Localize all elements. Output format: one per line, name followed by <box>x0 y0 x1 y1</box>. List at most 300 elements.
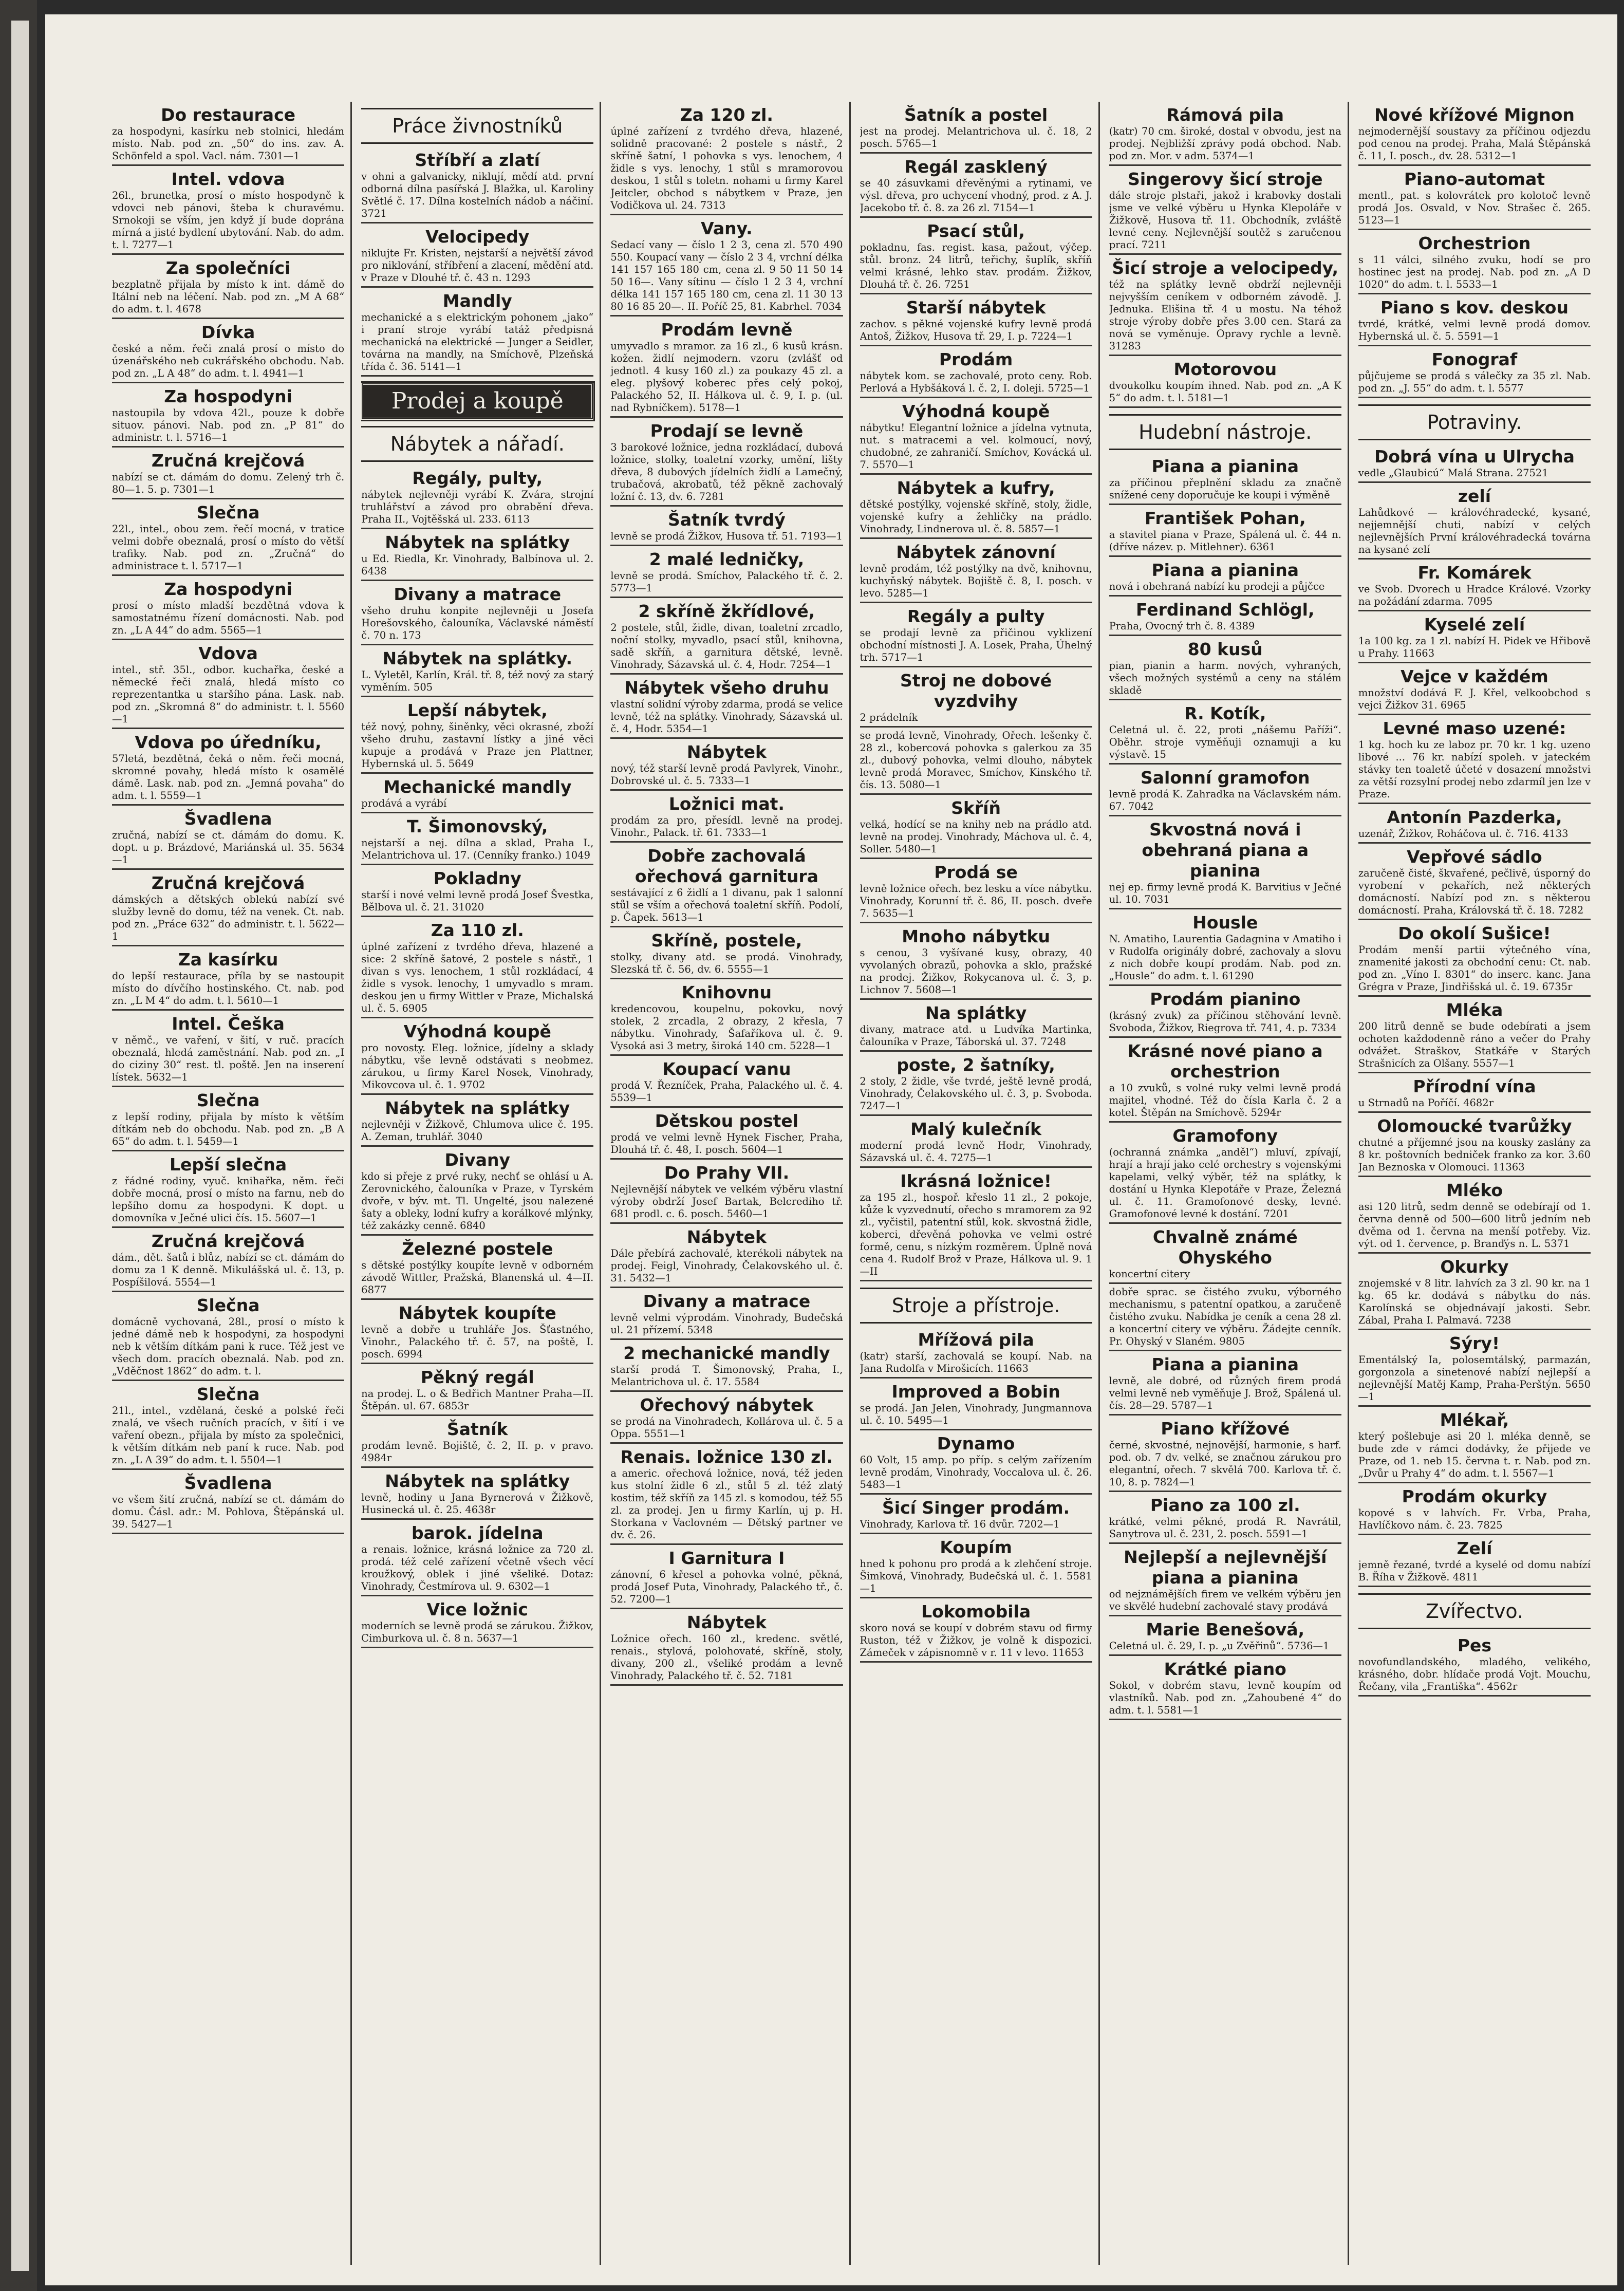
ad-heading: 2 skříně žkřídlové, <box>638 601 815 621</box>
classified-ad <box>112 949 344 1007</box>
ad-body: levně prodá K. Zahradka na Václavském nám. 67. 7042 <box>1109 788 1341 812</box>
ad-divider <box>1358 842 1591 844</box>
ad-divider <box>361 375 593 377</box>
ad-body: uzenář, Žižkov, Roháčova ul. č. 716. 4133 <box>1358 828 1569 840</box>
classified-ad <box>112 502 344 572</box>
ad-heading: Vice ložnic <box>426 1599 528 1619</box>
ad-heading: Intel. Češka <box>172 1014 285 1034</box>
ad-divider <box>610 1222 843 1224</box>
ad-body: z řádné rodiny, vyuč. knihařka, něm. řeči dobře mocná, prosí o místo na farnu, neb do lepšího domu za hospodyni. K dopt. u domovníka v Ječné ulici čís. 15. 5607—1 <box>112 1175 345 1224</box>
ad-heading: Za společníci <box>165 258 291 278</box>
ad-divider <box>361 916 593 917</box>
ad-body: ve všem šití zručná, nabízí se ct. dámám do domu. Čásl. adr.: M. Pohlova, Štěpánská ul. 39. 5427—1 <box>112 1494 345 1530</box>
ad-body: Dále přebírá zachovalé, kterékoli nábytek na prodej. Feigl, Vinohrady, Čelakovského ul. č. 31. 5432—1 <box>610 1247 843 1284</box>
ad-divider <box>1109 1036 1341 1038</box>
ad-body: intel., stř. 35l., odbor. kuchařka, české a německé řeči znalá, hledá místo co reprezentantka u staršího pána. Lask. nab. pod zn. „Skromná 8“ do administr. t. l. 5560—1 <box>112 664 345 725</box>
classified-ad <box>1109 508 1341 553</box>
ad-heading: Piano za 100 zl. <box>1150 1495 1300 1515</box>
ad-divider <box>1109 984 1341 986</box>
ad-body: a renais. ložnice, krásná ložnice za 720 zl. prodá. též celé zařízení včetně všech věcí kroužkový, oblek i jiné všeliké. Dotaz: Vinohrady, Čestmírova ul. 9. 6302—1 <box>361 1543 594 1592</box>
ad-body: stolky, divany atd. se prodá. Vinohrady, Slezská tř. č. 56, dv. 6. 5555—1 <box>610 951 843 975</box>
ad-body: v němč., ve vaření, v šití, v ruč. pracích obeznalá, hledá zaměstnání. Nab. pod zn. „I do ciziny 30“ rest. tl. poště. Jen na inserení lístek. 5632—1 <box>112 1034 345 1083</box>
ad-divider <box>112 1468 344 1470</box>
classified-ad <box>112 579 344 637</box>
ad-divider <box>860 345 1092 346</box>
classified-ad <box>860 478 1092 535</box>
ad-body: a americ. ořechová ložnice, nová, též jeden kus stolní židle 6 zl., stůl 5 zl. též zlatý kostim, též skříň za 145 zl. s komodou, též 55 zl. za prodej. Jen u firmy Karlín, uj p. H. Storkana v Vaclovném — Dětský partner ve dv. č. 26. <box>610 1467 843 1541</box>
classified-ad <box>1358 563 1591 608</box>
ad-divider <box>361 1234 593 1236</box>
ad-heading: Mléka <box>1446 1000 1503 1020</box>
classified-ad <box>1109 1354 1341 1412</box>
ad-divider <box>361 1298 593 1300</box>
classified-ad <box>610 105 843 212</box>
ad-divider <box>112 1533 344 1534</box>
ad-heading: Regály, pulty, <box>412 468 543 488</box>
classified-ad <box>860 349 1092 395</box>
ad-heading: 2 malé ledničky, <box>649 549 805 569</box>
ad-heading: Zručná krejčová <box>151 873 305 893</box>
ad-body: ve Svob. Dvorech u Hradce Králové. Vzorky na požádání zdarma. 7095 <box>1358 583 1591 607</box>
classified-ad <box>1109 456 1341 501</box>
classified-ad <box>361 532 593 578</box>
ad-divider <box>112 446 344 448</box>
ad-heading: Mandly <box>442 291 512 311</box>
classified-ad <box>1358 105 1591 162</box>
ad-divider <box>361 1145 593 1147</box>
classified-ad <box>1358 233 1591 291</box>
ad-heading: R. Kotík, <box>1184 703 1266 723</box>
ad-heading: Divany a matrace <box>643 1291 811 1311</box>
classified-ad <box>610 1227 843 1284</box>
ad-body: 3 barokové ložnice, jedna rozkládací, dubová ložnice, stolky, toaletní vzorky, umění, lišty dřeva, 8 dubových jídelních židlí a Lamečný, trubačová, akrobatů, též pěkně zachovalý ložní č. 13, dv. 6. 7281 <box>610 441 843 502</box>
ad-body: 60 Volt, 15 amp. po příp. s celým zařízením levně prodám, Vinohrady, Voccalova ul. č. 26. 5483—1 <box>860 1454 1092 1491</box>
ad-body: L. Vyletěl, Karlín, Král. tř. 8, též nový za starý vyměním. 505 <box>361 669 594 693</box>
ad-body: z lepší rodiny, přijala by místo k větším dítkám neb do obchodu. Nab. pod zn. „B A 65“ do adm. t. l. 5459—1 <box>112 1111 345 1147</box>
classified-ad <box>860 1382 1092 1427</box>
ad-body: též na splátky levně obdrží nejlevněji nejvyšším ceníkem v odborném závodě. J. Jednuka. Elišina tř. 4 u mostu. Na téhož stroje výroby dobře přes 3.00 cen. Stará za nová se vyměnuje. Opravy rychle a levně. 31283 <box>1109 278 1341 352</box>
ad-divider <box>1358 803 1591 804</box>
classified-ad <box>112 386 344 444</box>
ad-divider <box>1109 1491 1341 1492</box>
ad-divider <box>860 922 1092 923</box>
classified-ad <box>610 1343 843 1388</box>
ad-body: černé, skvostné, nejnovější, harmonie, s harf. pod. ob. 7 dv. velké, se značnou zárukou pro elegantní, ořech. 7 skvělá 700. Karlova tř. č. 10, 8. p. 7824—1 <box>1109 1439 1341 1488</box>
ad-body: též nový, pohny, šiněnky, věci okrasné, zboží všeho druhu, zastavní lístky a jiné věci kupuje a prodává v Praze jen Plattner, Hybernská ul. 5. 5649 <box>361 721 594 770</box>
ad-heading: Regály a pulty <box>907 606 1045 626</box>
classified-ad <box>860 105 1092 150</box>
classified-ad <box>1109 819 1341 906</box>
ad-heading: Pes <box>1457 1635 1492 1655</box>
classified-columns <box>112 102 1597 2265</box>
classified-ad <box>610 549 843 594</box>
classified-ad <box>860 401 1092 471</box>
classified-ad <box>1109 1286 1341 1348</box>
ad-heading: Piana a pianina <box>1151 1354 1299 1374</box>
ad-heading: Fonograf <box>1431 349 1518 369</box>
ad-divider <box>610 214 843 215</box>
ad-divider <box>860 1429 1092 1430</box>
ad-divider <box>860 473 1092 475</box>
classified-ad <box>112 169 344 251</box>
ad-body: mechanické a s elektrickým pohonem „jako“ i praní stroje vyrábí tatáž předpisná mechanická na elektrické — Junger a Seidler, továrna na mandly, na Smíchově, Plzeňská třída č. 36. 5141—1 <box>361 311 594 372</box>
classified-ad <box>112 1295 344 1377</box>
classified-ad <box>610 1447 843 1541</box>
ad-divider <box>112 1086 344 1087</box>
classified-ad <box>860 1055 1092 1112</box>
ad-heading: Piana a pianina <box>1151 456 1299 476</box>
ad-heading: Slečna <box>196 1384 260 1404</box>
ad-body: nej ep. firmy levně prodá K. Barvitius v Ječné ul. 10. 7031 <box>1109 881 1341 905</box>
ad-divider <box>1358 1534 1591 1535</box>
ad-divider <box>361 1017 593 1018</box>
ad-divider <box>112 253 344 255</box>
ad-heading: Krásné nové piano a orchestrion <box>1127 1041 1323 1082</box>
ad-heading: 80 kusů <box>1187 639 1263 659</box>
ad-heading: Nejlepší a nejlevnější piana a pianina <box>1124 1547 1327 1588</box>
classified-ad <box>610 982 843 1052</box>
ad-divider <box>1109 1719 1341 1720</box>
ad-divider <box>1358 919 1591 920</box>
ad-body: 21l., intel., vzdělaná, české a polské řeči znalá, ve všech ručních pracích, v šití i ve vaření obezn., přijala by místo za společnici, k větším dítkám neb paní k ruce. Nab. pod zn. „L A 39“ do adm. t. l. 5504—1 <box>112 1405 345 1466</box>
ad-divider <box>1358 662 1591 663</box>
ad-body: u Strnadů na Poříčí. 4682r <box>1358 1097 1494 1109</box>
classified-ad <box>610 510 843 543</box>
classified-ad <box>610 1612 843 1682</box>
ad-divider <box>1358 610 1591 611</box>
ad-divider <box>1109 1121 1341 1123</box>
ad-body: všeho druhu konpite nejlevněji u Josefa Horešovského, čalouníka, Václavské náměstí č. 70 n. 173 <box>361 605 594 641</box>
ad-body: na prodej. L. o & Bedřich Mantner Praha—II. Štěpán. ul. 67. 6853r <box>361 1388 594 1412</box>
ad-heading: Slečna <box>196 1090 260 1110</box>
ad-heading: Prodají se levně <box>650 421 804 441</box>
ad-heading: Piano s kov. deskou <box>1380 297 1569 318</box>
ad-body: nejmodernější soustavy za příčinou odjezdu pod cenou na prodej. Praha, Malá Štěpánská č. 11, I. posch., dv. 28. 5312—1 <box>1358 125 1591 162</box>
classified-ad <box>1109 1419 1341 1488</box>
ad-body: úplné zařízení z tvrdého dřeva, hlazené, solidně pracované: 2 postele s nástř., 2 skříně šatní, 1 pohovka s vys. lenochem, 4 židle s vys. lenochy, 1 stůl s mramorovou deskou, 1 stůl s toletn. nohami u firmy Karel Jeitcler, obchod s nábytkem v Praze, jen Vodičkova ul. 24. 7313 <box>610 125 843 211</box>
classified-ad <box>112 732 344 802</box>
ad-divider <box>1109 908 1341 909</box>
classified-ad <box>1109 600 1341 632</box>
ad-divider <box>361 1363 593 1364</box>
ad-heading: Mřížová pila <box>918 1330 1034 1350</box>
ad-heading: Na splátky <box>925 1003 1027 1023</box>
ad-divider <box>1358 1482 1591 1483</box>
ad-body: prodám za pro, přesídl. levně na prodej. Vinohr., Palack. tř. 61. 7333—1 <box>610 814 843 839</box>
ad-heading: Ikrásná ložnice! <box>900 1171 1052 1191</box>
ad-divider <box>860 858 1092 859</box>
ad-body: Nejlevnější nábytek ve velkém výběru vlastní výroby obdrží Josef Bartak, Belcrediho tř. 681 prodl. c. 6. posch. 5460—1 <box>610 1183 843 1220</box>
ad-heading: Malý kulečník <box>910 1119 1042 1139</box>
ad-body: 1 kg. hoch ku ze laboz pr. 70 kr. 1 kg. uzeno libové ... 76 kr. nabízí spoleh. v jateckém stávky ten toaletě účeté v dosazení množstvi za větší rozsylní prodej nebo zdarmíl jen lze v Praze. <box>1358 739 1591 800</box>
ad-body: kredencovou, koupelnu, pokovku, nový stolek, 2 zrcadla, 2 obrazy, 2 křesla, 7 nábytku. Vinohrady, Šafaříkova ul. č. 9. Vysoká asi 3 metry, široká 140 cm. 5228—1 <box>610 1003 843 1052</box>
classified-ad <box>361 920 593 1015</box>
section-heading: Stroje a přístroje. <box>860 1288 1092 1324</box>
ad-body: s cenou, 3 vyšívané kusy, obrazy, 40 vyvolaných obrazů, pohovka a sklo, pražské na prodej. Žižkov, Rokycanova ul. č. 3, p. Lichnov 7. 5608—1 <box>860 947 1092 996</box>
ad-divider <box>1358 1252 1591 1254</box>
ad-body: Sokol, v dobrém stavu, levně koupím od vlastníků. Nab. pod zn. „Zahoubené 4“ do adm. t. l. 5581—1 <box>1109 1680 1341 1716</box>
ad-divider <box>1358 1405 1591 1407</box>
classified-ad <box>1358 1116 1591 1174</box>
ad-heading: Fr. Komárek <box>1417 563 1532 583</box>
ad-heading: Šatník a postel <box>904 105 1048 125</box>
ad-divider <box>1358 995 1591 997</box>
ad-body: kdo si přeje z prvé ruky, nechť se ohlásí u A. Zerovnického, čalouníka v Praze, v Tyrském dvoře, v býv. mt. Tl. Ungelté, jsou nalezené šaty a obleky, lodní kufry a korálkové mlýnky, též zakázky cenně. 6840 <box>361 1170 594 1232</box>
classified-ad <box>361 468 593 526</box>
ad-heading: Ořechový nábytek <box>640 1395 814 1415</box>
column-4 <box>860 102 1100 2265</box>
ad-divider <box>1358 714 1591 715</box>
ad-divider <box>860 666 1092 667</box>
column-1 <box>112 102 352 2265</box>
ad-heading: Nábytek a kufry, <box>897 478 1055 498</box>
ad-heading: Skříně, postele, <box>651 930 802 951</box>
ad-heading: Nábytek na splátky. <box>382 648 572 668</box>
classified-ad <box>361 1599 593 1645</box>
ad-heading: Vany. <box>701 218 753 238</box>
ad-body: koncertní citery <box>1109 1268 1190 1280</box>
classified-ad <box>361 868 593 914</box>
ad-heading: Slečna <box>196 1295 260 1315</box>
ad-body: a stavitel piana v Praze, Spálená ul. č. 44 n. (dříve název. p. Mitlehner). 6361 <box>1109 529 1341 553</box>
classified-ad <box>1358 1538 1591 1584</box>
ad-body: s dětské postýlky koupíte levně v odborném závodě Wittler, Pražská, Blanenská ul. 4—II. 6877 <box>361 1259 594 1296</box>
ad-divider <box>610 1338 843 1340</box>
classified-ad <box>112 1231 344 1289</box>
classified-ad <box>860 670 1092 724</box>
classified-ad <box>1109 1495 1341 1540</box>
ad-divider <box>610 1684 843 1686</box>
ad-heading: Dobře zachovalá ořechová garnitura <box>634 846 818 886</box>
ad-heading: Renais. ložnice 130 zl. <box>620 1447 833 1467</box>
ad-divider <box>1109 815 1341 816</box>
classified-ad <box>610 218 843 313</box>
ad-divider <box>860 726 1092 728</box>
ad-body: levně, hodiny u Jana Byrnerová v Žižkově, Husinecká ul. č. 25. 4638r <box>361 1492 594 1516</box>
ad-heading: Rámová pila <box>1166 105 1284 125</box>
ad-divider <box>860 1377 1092 1379</box>
ad-body: Sedací vany — číslo 1 2 3, cena zl. 570 490 550. Koupací vany — číslo 2 3 4, vrchní délka 141 157 165 180 cm, cena zl. 9 50 11 50 14 50 16—. Vany sítinu — číslo 1 2 3 4, vrchní délka 141 157 165 180 cm, cena zl. 11 30 13 80 16 85 20—. II. Poříč 25, 81. Kabrhel. 7034 <box>610 239 843 312</box>
ad-body: 2 postele, stůl, židle, divan, toaletní zrcadlo, noční stolky, myvadlo, psací stůl, knihovna, sadě skříň, a garnitura dětské, levně. Vinohrady, Sázavská ul. č. 4, Hodr. 7254—1 <box>610 622 843 670</box>
classified-ad <box>361 1303 593 1361</box>
ad-heading: Za hospodyni <box>164 579 292 599</box>
ad-heading: Zručná krejčová <box>151 451 305 471</box>
ad-body: 2 stoly, 2 židle, vše tvrdé, ještě levně prodá, Vinohrady, Čelakovského ul. č. 3, p. Svoboda. 7247—1 <box>860 1075 1092 1112</box>
ad-divider <box>1358 1695 1591 1697</box>
classified-ad <box>610 1059 843 1104</box>
ad-divider <box>1109 504 1341 505</box>
ad-body: který pošlebuje asi 20 l. mléka denně, se bude zde v rámci dodávky, že přijede ve Praze, od 1. neb 15. června t. r. Nab. pod zn. „Dvůr u Prahy 4“ do adm. t. l. 5567—1 <box>1358 1430 1591 1479</box>
ad-body: zánovní, 6 křesel a pohovka volné, pěkná, prodá Josef Puta, Vinohrady, Palackého tř., č. 52. 7200—1 <box>610 1569 843 1605</box>
ad-divider <box>1109 1542 1341 1544</box>
ad-body: levně ložnice ořech. bez lesku a více nábytku. Vinohrady, Korunní tř. č. 86, II. posch. dveře 7. 5635—1 <box>860 883 1092 919</box>
column-3 <box>610 102 850 2265</box>
ad-heading: Velocipedy <box>425 227 530 247</box>
ad-body: nová i obehraná nabízí ku prodeji a půjčce <box>1109 581 1325 592</box>
ad-body: umyvadlo s mramor. za 16 zl., 6 kusů krásn. kožen. židlí nejmodern. vzoru (zvlášť od jednotl. 4 kusy 160 zl.) za poukazy 45 zl. a eleg. plyšový koberec přes celý pokoj, Palackého 52, II. Hálkova ul. č. 9, I. p. (ul. nad Rybníčkem). 5178—1 <box>610 340 843 414</box>
classified-ad <box>112 322 344 380</box>
ad-divider <box>361 286 593 288</box>
ad-heading: Piana a pianina <box>1151 560 1299 580</box>
ad-heading: Nábytek <box>686 1227 767 1247</box>
ad-heading: Prodám okurky <box>1402 1486 1547 1506</box>
classified-ad <box>610 678 843 735</box>
classified-ad <box>610 794 843 839</box>
ad-heading: Dynamo <box>937 1433 1015 1454</box>
classified-ad <box>610 320 843 414</box>
ad-divider <box>1109 1654 1341 1656</box>
classified-ad <box>1358 297 1591 343</box>
ad-heading: Stroj ne dobové vyzdvihy <box>900 670 1052 711</box>
ad-heading: Zelí <box>1457 1538 1492 1558</box>
ad-heading: Švadlena <box>184 809 272 829</box>
ad-divider <box>361 1093 593 1095</box>
ad-body: Ložnice ořech. 160 zl., kredenc. světlé, renais., stylová, polohovaté, skříně, stoly, divany, 200 zl., všeliké prodám a levně Vinohrady, Palackého tř. č. 52. 7181 <box>610 1633 843 1682</box>
ad-heading: Pokladny <box>433 868 521 888</box>
ad-heading: Orchestrion <box>1418 233 1531 253</box>
classified-ad <box>361 1239 593 1296</box>
classified-ad <box>1109 1041 1341 1119</box>
ad-divider <box>860 152 1092 154</box>
ad-body: sestávající z 6 židlí a 1 divanu, pak 1 salonní stůl se vším a ořechová toaletní skříň. Podolí, p. Čapek. 5613—1 <box>610 887 843 923</box>
ad-divider <box>112 804 344 806</box>
classified-ad <box>1109 1126 1341 1220</box>
ad-heading: Vdova po úředníku, <box>135 732 322 752</box>
ad-divider <box>860 537 1092 539</box>
classified-ad <box>860 926 1092 996</box>
ad-body: půjčujeme se prodá s válečky za 35 zl. Nab. pod zn. „J. 55“ do adm. t. l. 5577 <box>1358 370 1591 394</box>
ad-divider <box>112 498 344 499</box>
ad-body: Lahůdkové — královéhradecké, kysané, nejjemnější chuti, nabízí v celých nejlevnějších První královéhradecká továrna na kysané zelí <box>1358 507 1591 555</box>
ad-divider <box>860 293 1092 294</box>
ad-body: asi 120 litrů, sedm denně se odebírají od 1. června denně od 500—600 litrů jedním neb dvěma od 1. června na menší potřeby. Viz. výt. od 1. července, p. Branďýs n. L. 5371 <box>1358 1201 1591 1250</box>
ad-heading: Zručná krejčová <box>151 1231 305 1251</box>
ad-body: moderní prodá levně Hodr, Vinohrady, Sázavská ul. č. 4. 7275—1 <box>860 1140 1092 1164</box>
ad-body: Prodám menší partii výtečného vína, znamenité jakosti za obchodní cenu: Ct. nab. pod zn. „Víno I. 8301“ do inserc. kanc. Jana Grégra v Praze, Jindřišská ul. č. 19. 6735r <box>1358 944 1591 993</box>
ad-divider <box>112 318 344 319</box>
ad-body: divany, matrace atd. u Ludvíka Martinka, čalouníka v Praze, Táborská ul. 37. 7248 <box>860 1023 1092 1048</box>
classified-ad <box>610 1291 843 1336</box>
ad-heading: Mnoho nábytku <box>902 926 1050 946</box>
ad-heading: František Pohan, <box>1144 508 1306 528</box>
ad-body: kopové s v lahvích. Fr. Vrba, Praha, Havlíčkovo nám. č. 23. 7825 <box>1358 1507 1591 1531</box>
ad-divider <box>1109 1222 1341 1224</box>
ad-divider <box>112 574 344 576</box>
ad-divider <box>1109 406 1341 408</box>
ad-divider <box>112 1009 344 1011</box>
ad-divider <box>1358 1329 1591 1330</box>
classified-ad <box>860 1171 1092 1278</box>
ad-heading: Za hospodyni <box>164 386 292 406</box>
classified-ad <box>610 1395 843 1440</box>
classified-ad <box>860 297 1092 343</box>
ad-divider <box>361 696 593 697</box>
ad-heading: Za kasírku <box>178 949 278 970</box>
ad-divider <box>610 597 843 598</box>
ad-heading: Šicí stroje a velocipedy, <box>1112 258 1339 278</box>
ad-heading: Sýry! <box>1449 1333 1500 1353</box>
ad-body: za 195 zl., hospoř. křeslo 11 zl., 2 pokoje, kůže k vyzvednutí, ořecho s mramorem za 92 zl., vyčistil, patentní stůl, kok. skvostná židle, koberci, dřevěná pohovka ve velmi ostré formě, cenu, s nízkým rozměrem. Úplně nová cena 4. Rudolf Brož v Praze, Hálkova ul. 9. 1—II <box>860 1191 1092 1277</box>
section-heading: Nábytek a nářadí. <box>361 426 593 462</box>
classified-ad <box>1358 1076 1591 1109</box>
classified-ad <box>1109 989 1341 1034</box>
ad-heading: Za 120 zl. <box>680 105 773 125</box>
ad-body: moderních se levně prodá se zárukou. Žižkov, Cimburkova ul. č. 8 n. 5637—1 <box>361 1620 594 1644</box>
ad-body: české a něm. řeči znalá prosí o místo do úzenářského neb cukrářského obchodu. Nab. pod zn. „L A 48“ do adm. t. l. 4941—1 <box>112 343 345 379</box>
classified-ad <box>112 105 344 162</box>
classified-ad <box>1109 1547 1341 1613</box>
ad-heading: Nábytek všeho druhu <box>624 678 829 698</box>
classified-ad <box>860 1433 1092 1491</box>
ad-heading: Do restaurace <box>161 105 296 125</box>
ad-body: mentl., pat. s kolovrátek pro kolotoč levně prodá Jos. Osvald, v Nov. Strašec č. 265. 5123—1 <box>1358 190 1591 226</box>
ad-heading: zelí <box>1458 486 1491 506</box>
ad-body: nejstarší a nej. dílna a sklad, Praha I., Melantrichova ul. 17. (Cenníky franko.) 1049 <box>361 837 594 861</box>
ad-heading: Regál zasklený <box>904 157 1048 177</box>
ad-body: Celetná ul. č. 29, I. p. „u Zvěřinů“. 5736—1 <box>1109 1640 1330 1652</box>
classified-ad <box>860 1498 1092 1531</box>
ad-body: se 40 zásuvkami dřevěnými a rytinami, ve výsl. dřeva, pro uchycení vhodný, prod. z A. J. Jacekobo tř. č. 8. za 26 zl. 7154—1 <box>860 177 1092 214</box>
ad-heading: I Garnitura I <box>668 1548 785 1568</box>
ad-divider <box>610 1442 843 1444</box>
ad-body: Ementálský Ia, polosemtálský, parmazán, gorgonzola a sinetenové nabízí nejlepší a nejlevnější Matěj Kamp, Praha-Perštýn. 5650—1 <box>1358 1354 1591 1403</box>
classified-ad <box>1358 1333 1591 1403</box>
ad-body: nastoupila by vdova 42l., pouze k dobře situov. pánovi. Nab. pod zn. „P 81“ do administr. t. l. 5716—1 <box>112 407 345 443</box>
ad-divider <box>361 1518 593 1520</box>
ad-body: 1a 100 kg. za 1 zl. nabízí H. Pidek ve Hřibově u Prahy. 11663 <box>1358 635 1591 659</box>
classified-ad <box>361 777 593 810</box>
ad-body: nábytku! Elegantní ložnice a jídelna vytnuta, nut. s matracemi a vel. kolmoucí, nový, chudobné, ze zahraničí. Smíchov, Kovácká ul. 7. 5570—1 <box>860 422 1092 471</box>
classified-ad <box>112 1154 344 1224</box>
ad-divider <box>860 1597 1092 1598</box>
ad-body: domácně vychovaná, 28l., prosí o místo k jedné dámě neb k hospodyni, za hospodyni neb k větším dítkám pani k ruce. Též jest ve všech dom. pracích obeznalá. Nab. pod zn. „Vděčnost 1862“ do adm. t. l. <box>112 1316 345 1377</box>
ad-divider <box>361 528 593 529</box>
classified-ad <box>860 730 1092 791</box>
ad-body: za příčinou přeplnění skladu za značně snížené ceny doporučuje ke koupi i výměně <box>1109 477 1341 501</box>
classified-ad <box>1109 768 1341 813</box>
ad-heading: Vepřové sádlo <box>1407 847 1542 867</box>
classified-ad <box>1358 446 1591 479</box>
ad-divider <box>1109 1414 1341 1415</box>
ad-heading: Nábytek na splátky <box>385 532 570 552</box>
classified-ad <box>1358 1257 1591 1327</box>
ad-divider <box>1109 1615 1341 1616</box>
classified-ad <box>1109 359 1341 404</box>
classified-ad <box>112 809 344 866</box>
ad-divider <box>1358 558 1591 560</box>
ad-divider <box>860 1050 1092 1052</box>
ad-heading: Dívka <box>201 322 255 342</box>
ad-body: krátké, velmi pěkné, prodá R. Navrátil, Sanytrova ul. č. 231, 2. posch. 5591—1 <box>1109 1516 1341 1540</box>
ad-body: 57letá, bezdětná, čeká o něm. řeči mocná, skromné povahy, hledá místo k osamělé dámě. Lask. nab. pod zn. „Jemná povaha“ do adm. t. l. 5559—1 <box>112 753 345 802</box>
ad-divider <box>610 545 843 546</box>
ad-heading: Do Prahy VII. <box>664 1163 790 1183</box>
ad-heading: Prodám pianino <box>1150 989 1301 1009</box>
ad-heading: Šatník <box>446 1419 508 1439</box>
ad-divider <box>112 639 344 640</box>
ad-heading: Výhodná koupě <box>902 401 1050 421</box>
ad-divider <box>610 505 843 507</box>
ad-divider <box>112 1150 344 1151</box>
classified-ad <box>1358 1180 1591 1250</box>
classified-ad <box>1109 105 1341 162</box>
ad-divider <box>361 1466 593 1468</box>
ad-body: nábytek kom. se zachovalé, proto ceny. Rob. Perlová a Hybšáková l. č. 2, I. doleji. 5725—1 <box>860 370 1092 394</box>
ad-body: bezplatně přijala by místo k int. dámě do Itální neb na léčení. Nab. pod zn. „M A 68“ do adm. t. l. 4678 <box>112 278 345 315</box>
ad-body: s 11 válci, silného zvuku, hodí se pro hostinec jest na prodej. Nab. pod zn. „A D 1020“ do adm. t. l. 5533—1 <box>1358 254 1591 290</box>
ad-body: se prodá. Jan Jelen, Vinohrady, Jungmannova ul. č. 10. 5495—1 <box>860 1402 1092 1426</box>
ad-heading: Mlékař, <box>1440 1410 1509 1430</box>
